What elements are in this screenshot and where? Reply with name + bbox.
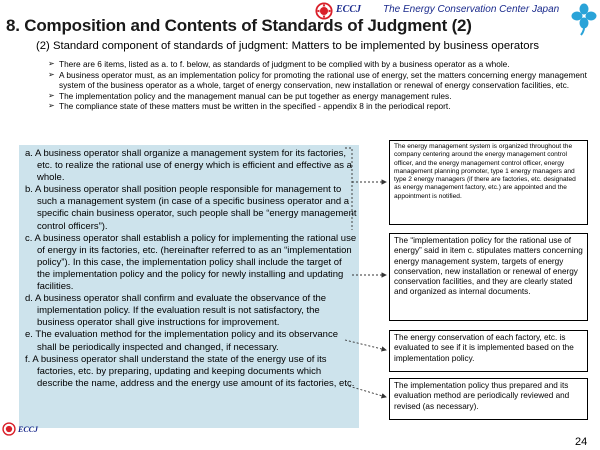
bullet-list (48, 59, 588, 112)
header-logo-text: ECCJ (336, 4, 362, 15)
bullet-item (48, 91, 588, 102)
footer-logo-text: ECCJ (18, 425, 39, 434)
bullet-text: There are 6 items, listed as a. to f. below, as standards of judgment to be complied with by a business operator as a whole. (59, 59, 510, 69)
item-d: d. A business operator shall confirm and evaluate the observance of the implementation policy. If the evaluation result is not satisfactory, the business operator shall give instructions for improvement. (25, 293, 327, 329)
items-list (25, 148, 357, 390)
arrow-bullet-icon: ➢ (48, 59, 55, 68)
clover-icon (570, 2, 598, 36)
item-e: e. The evaluation method for the implementation policy and its observance shall be periodically inspected and changed, if necessary. (25, 329, 338, 353)
callout-review: The implementation policy thus prepared and its evaluation method are periodically reviewed and revised (as necessary). (389, 378, 588, 420)
bullet-item (48, 59, 588, 70)
bullet-text: The implementation policy and the management manual can be put together as energy management rules. (59, 90, 452, 101)
page-subtitle: (2) Standard component of standards of judgment: Matters to be implemented by business operators (36, 40, 539, 52)
bullet-item (48, 101, 588, 112)
callout-implementation-policy: The “implementation policy for the rational use of energy” said in item c. stipulates matters concerning energy management system, targets of energy conservation, new installation or renewal of energy conservation facilities, and they are clearly stated and organized as internal documents. (389, 233, 588, 321)
bullet-text: The compliance state of these matters must be written in the specified - appendix 8 in the periodical report. (59, 101, 451, 112)
page-number: 24 (575, 436, 588, 448)
arrow-bullet-icon: ➢ (48, 69, 55, 79)
item-a: a. A business operator shall organize a management system for its factories, etc. to realize the rational use of energy which is efficient and effective as a whole. (25, 148, 352, 184)
item-f: f. A business operator shall understand the state of the energy use of its factories, etc. by preparing, updating and keeping documents which describe the name, address and the energy use amount of its factories, etc. (25, 353, 355, 389)
bullet-text: A business operator must, as an implementation policy for promoting the rational use of energy, set the matters concerning energy management system of the business operator as a whole, target of energy conservation, new installation or renewal of energy conservation facilities, etc. (59, 69, 587, 91)
arrow-bullet-icon: ➢ (48, 90, 55, 100)
organization-name: The Energy Conservation Center Japan (383, 4, 560, 15)
footer-logo-icon (2, 422, 16, 436)
callout-management-system: The energy management system is organized throughout the company centering around the energy management control officer, and the energy management control officer, energy management planning promoter, type 1 energy managers and type 2 energy managers (if there are factories, etc. designated as energy management factory, etc.) are appointed and the appointment is notified. (389, 140, 588, 225)
page-title: 8. Composition and Contents of Standards of Judgment (2) (6, 16, 472, 35)
callout-evaluation: The energy conservation of each factory, etc. is evaluated to see if it is implemented based on the implementation policy. (389, 330, 588, 372)
item-c: c. A business operator shall establish a policy for implementing the rational use of energy in its factories, etc. (hereinafter referred to as an “implementation policy”). In this case, the implementation policy shall include the target of the implementation policy and the policy for newly installing and updating facilities. (25, 232, 357, 293)
item-b: b. A business operator shall position people responsible for management to such a management system (in case of a specific business operator and a specific chain business operator, such people shall be “energy management control officers”). (25, 184, 357, 232)
bullet-item (48, 70, 588, 91)
arrow-bullet-icon: ➢ (48, 101, 55, 111)
